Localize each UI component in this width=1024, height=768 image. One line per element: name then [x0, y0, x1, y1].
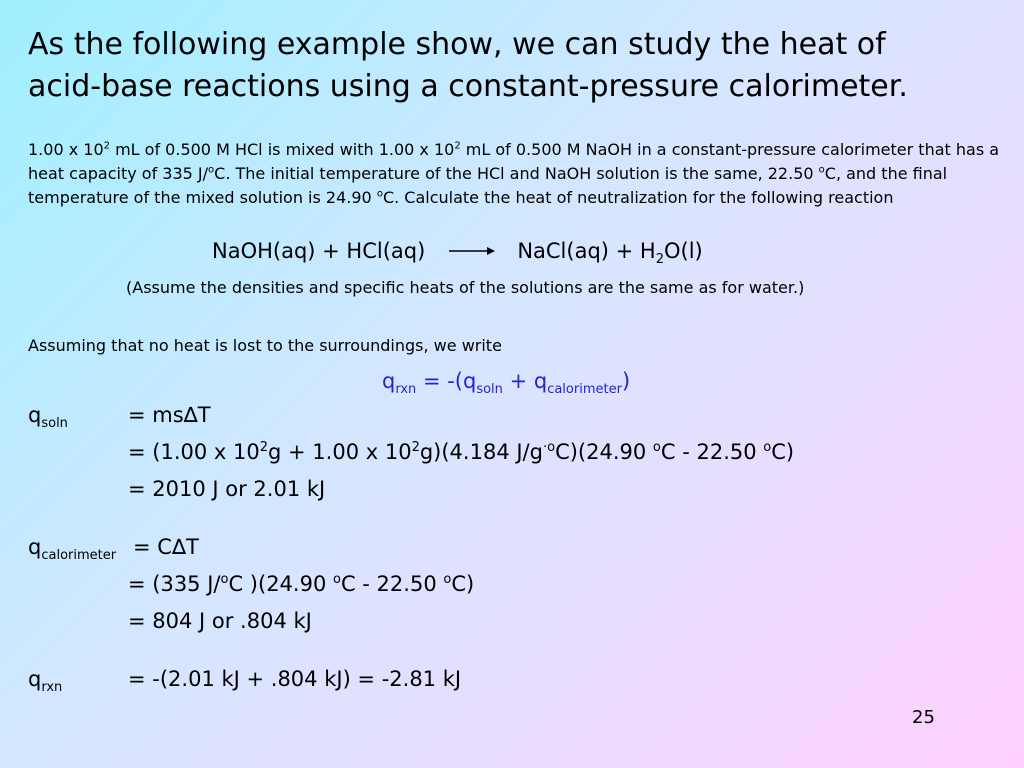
problem-statement: 1.00 x $10^2$ mL of 0.500 M HCl is mixed with 1.00 x $10^2$ mL of 0.500 M NaOH in a constant-pressure calorimeter that has a heat capacity of 335 J/$^o$C. The initial temperature of the HCl and NaOH solution is the same, 22.50 $^o$C, and the final temperature of the mixed solution is 24.90 $^o$C. Calculate the heat of neutralization for the following reaction — [28, 140, 1000, 207]
assumption-note: (Assume the densities and specific heats of the solutions are the same as for water.) — [126, 278, 805, 297]
reactants: NaOH(aq) + HCl(aq) — [212, 239, 426, 263]
page-number: 25 — [912, 707, 935, 728]
title-line-2: acid-base reactions using a constant-pressure calorimeter. — [28, 69, 908, 104]
qcal-line-2: = (335 J/$^o$C )(24.90 $^o$C - 22.50 $^o$C) — [128, 572, 475, 596]
qsoln-label: $q_{soln}$ — [28, 403, 68, 432]
chemical-equation — [212, 236, 703, 266]
qrxn-result: = -(2.01 kJ + .804 kJ) = -2.81 kJ — [128, 667, 462, 691]
qrxn-equation: $q_{rxn} = -(q_{soln} + q_{calorimeter})$ — [382, 369, 631, 398]
title-line-1: As the following example show, we can study the heat of — [28, 27, 886, 62]
qsoln-line-3: = 2010 J or 2.01 kJ — [128, 477, 326, 501]
qrxn-label: $q_{rxn}$ — [28, 667, 63, 696]
products: NaCl(aq) + $H_2O(l)$ — [517, 239, 703, 268]
qsoln-line-2: = (1.00 x $10^2g + 1.00$ x $10^2g)(4.184$ $J/g^{\cdot o}C)(24.90$ $^o$C - 22.50 $^o$C) — [128, 440, 795, 464]
qcal-line-3: = 804 J or .804 kJ — [128, 609, 312, 633]
qsoln-line-1: = ms∆T — [128, 403, 211, 427]
reaction-arrow-icon — [449, 244, 495, 258]
heat-loss-assumption: Assuming that no heat is lost to the surroundings, we write — [28, 336, 502, 355]
qcal-label: $q_{calorimeter}$ — [28, 535, 117, 564]
slide-title — [28, 24, 908, 108]
delta-symbol: ∆ — [183, 403, 198, 427]
delta-symbol: ∆ — [171, 535, 186, 559]
qcal-line-1: = C∆T — [133, 535, 199, 559]
